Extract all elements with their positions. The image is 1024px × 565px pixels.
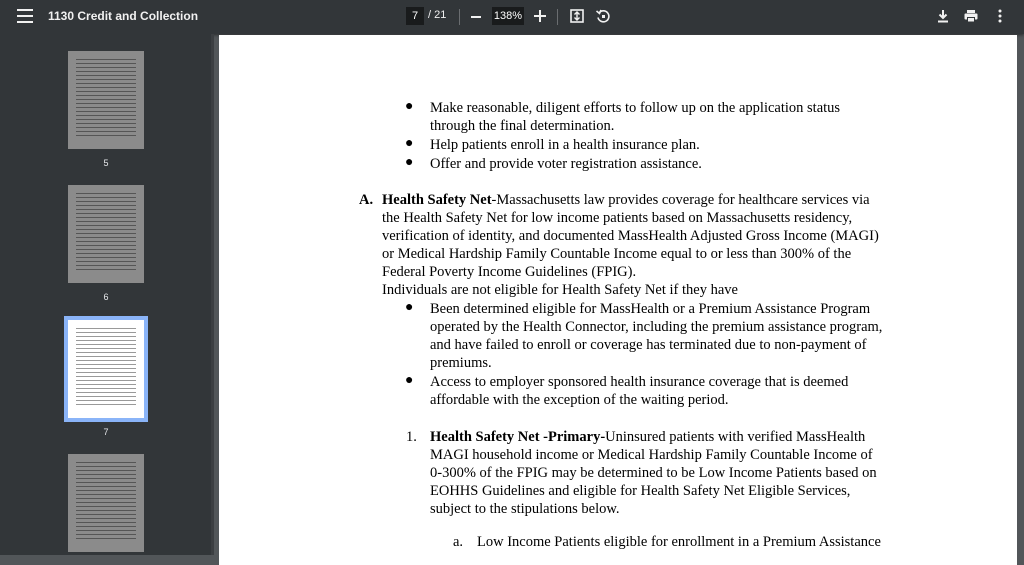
text-line: the Health Safety Net for low income patients based on Massachusetts residency, [382,210,853,226]
text-line: premiums. [430,355,492,371]
item-marker: 1. [406,429,417,445]
download-icon[interactable] [935,8,951,24]
text-line: Individuals are not eligible for Health Safety Net if they have [382,282,738,298]
text-line: or Medical Hardship Family Countable Income equal to or less than 300% of the [382,246,852,262]
page-thumbnail-6[interactable] [68,185,144,283]
text-line: MAGI household income or Medical Hardship Family Countable Income of [430,447,873,463]
bullet-marker: ● [405,136,414,151]
text-line: verification of identity, and documented MassHealth Adjusted Gross Income (MAGI) [382,228,879,244]
toolbar-divider [459,9,460,25]
section-heading: Health Safety Net [382,192,492,208]
text-line: EOHHS Guidelines and eligible for Health Safety Net Eligible Services, [430,483,851,499]
text-line: operated by the Health Connector, including the premium assistance program, [430,319,883,335]
text-line: Make reasonable, diligent efforts to follow up on the application status [430,100,841,116]
pdf-page [219,35,1017,565]
zoom-in-icon[interactable] [534,10,546,22]
text-line: -Massachusetts law provides coverage for healthcare services via [491,192,870,208]
text-line: subject to the stipulations below. [430,501,620,517]
toolbar-divider [557,9,558,25]
thumbnail-label: 6 [103,292,109,302]
document-title: 1130 Credit and Collection [48,9,199,23]
bullet-marker: ● [405,99,414,114]
zoom-level-input[interactable]: 138% [492,7,524,25]
text-line: Help patients enroll in a health insurance plan. [430,137,700,153]
text-line: through the final determination. [430,118,615,134]
page-number-input[interactable]: 7 [406,7,424,25]
text-line: affordable with the exception of the waiting period. [430,392,729,408]
text-line: Offer and provide voter registration assistance. [430,156,702,172]
item-1-first-line [430,428,865,446]
bullet-marker: ● [405,300,414,315]
section-a-first-line [382,191,870,209]
sidebar-scrollbar[interactable] [211,34,214,555]
zoom-out-icon[interactable] [471,16,481,18]
text-line: Access to employer sponsored health insurance coverage that is deemed [430,374,849,390]
more-icon[interactable] [992,8,1008,24]
item-marker: a. [453,534,464,550]
page-thumbnail-7[interactable] [68,320,144,418]
rotate-icon[interactable] [595,8,611,24]
page-thumbnail-8[interactable] [68,454,144,552]
fit-page-icon[interactable] [569,8,585,24]
bullet-marker: ● [405,373,414,388]
print-icon[interactable] [963,8,979,24]
text-line: 0-300% of the FPIG may be determined to be Low Income Patients based on [430,465,877,481]
section-marker: A. [359,192,374,208]
page-total: / 21 [428,9,447,21]
text-line: Been determined eligible for MassHealth or a Premium Assistance Program [430,301,871,317]
bullet-marker: ● [405,155,414,170]
text-line: Low Income Patients eligible for enrollment in a Premium Assistance [477,534,881,550]
thumbnail-label: 7 [103,427,109,437]
text-line: Federal Poverty Income Guidelines (FPIG). [382,264,637,280]
page-thumbnail-5[interactable] [68,51,144,149]
item-heading: Health Safety Net -Primary- [430,429,606,445]
pdf-toolbar [0,0,1024,34]
text-line: and have failed to enroll or coverage has terminated due to non-payment of [430,337,867,353]
thumbnail-label: 5 [103,158,109,168]
menu-icon[interactable] [17,9,33,25]
text-line: Uninsured patients with verified MassHealth [605,429,866,445]
